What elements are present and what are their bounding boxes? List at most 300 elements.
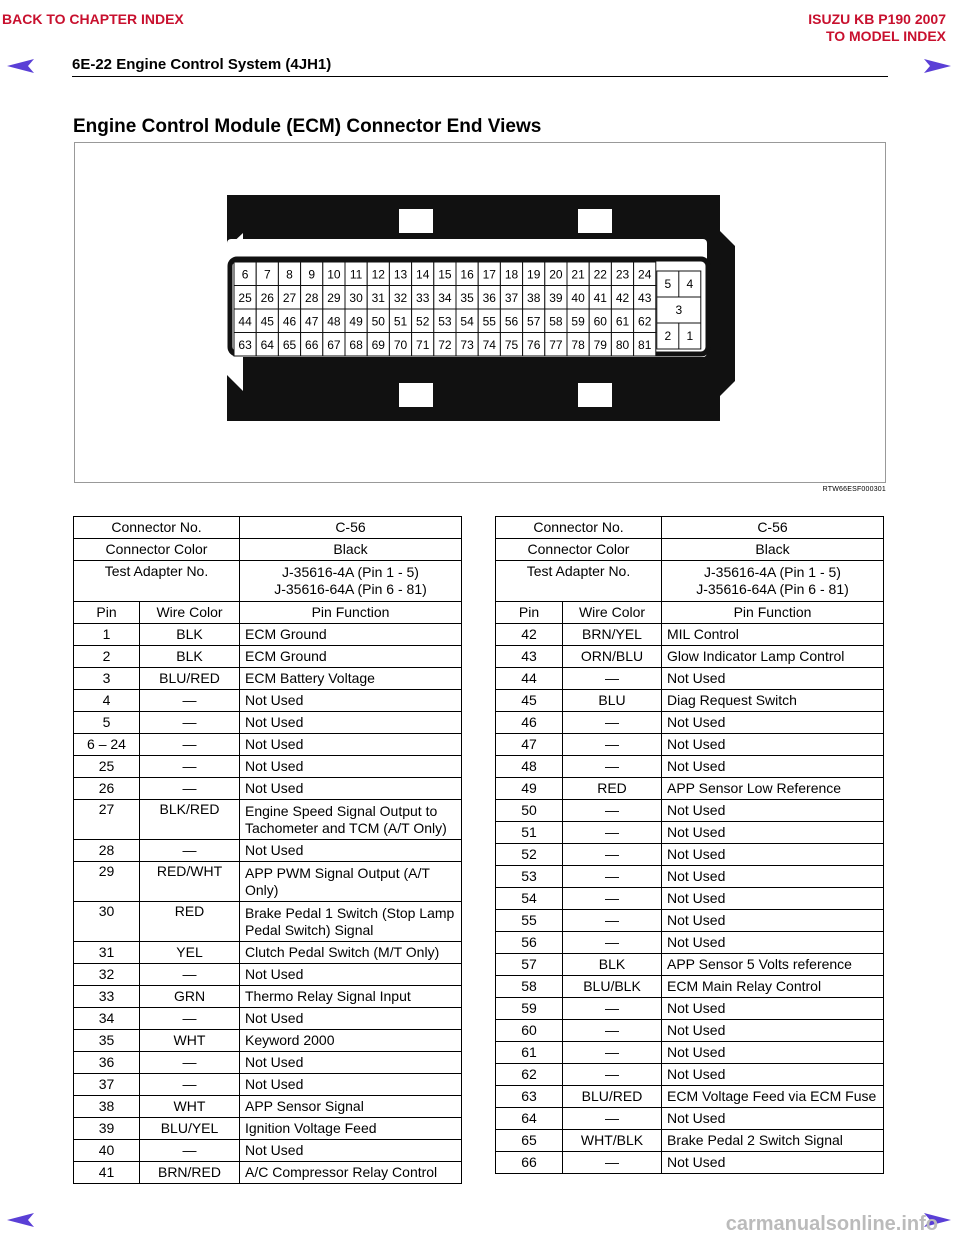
pin-label: 56 xyxy=(504,314,519,329)
pin-label: 31 xyxy=(371,290,385,305)
pin-label: 78 xyxy=(571,337,585,352)
pin-label: 3 xyxy=(675,303,683,317)
pin-number: 59 xyxy=(496,998,563,1020)
pin-number: 47 xyxy=(496,734,563,756)
pin-number: 57 xyxy=(496,954,563,976)
pin-row xyxy=(74,862,462,902)
pin-function: Not Used xyxy=(240,690,462,712)
wire-color: — xyxy=(140,1052,240,1074)
wire-color: — xyxy=(563,800,662,822)
pin-number: 4 xyxy=(74,690,140,712)
pin-label: 51 xyxy=(393,314,408,329)
pin-number: 50 xyxy=(496,800,563,822)
wire-color: BRN/RED xyxy=(140,1162,240,1184)
pin-label: 29 xyxy=(327,290,341,305)
pin-label: 15 xyxy=(438,267,452,282)
pin-row xyxy=(496,1152,884,1174)
pin-label: 28 xyxy=(305,290,319,305)
pin-label: 17 xyxy=(482,267,496,282)
pin-function: ECM Battery Voltage xyxy=(240,668,462,690)
pin-number: 42 xyxy=(496,624,563,646)
pin-label: 37 xyxy=(504,290,519,305)
pin-label: 2 xyxy=(664,329,672,343)
pin-row xyxy=(496,1064,884,1086)
pin-row xyxy=(496,800,884,822)
pin-function: Not Used xyxy=(662,1042,884,1064)
pin-number: 39 xyxy=(74,1118,140,1140)
wire-color: — xyxy=(563,712,662,734)
connector-no-label: Connector No. xyxy=(496,517,662,539)
col-function-header: Pin Function xyxy=(662,602,884,624)
pin-number: 51 xyxy=(496,822,563,844)
pin-function: Not Used xyxy=(662,1108,884,1130)
pin-label: 18 xyxy=(504,267,519,282)
pin-row xyxy=(496,668,884,690)
connector-no-value: C-56 xyxy=(662,517,884,539)
pin-number: 45 xyxy=(496,690,563,712)
pin-row xyxy=(74,800,462,840)
wire-color: BLU/RED xyxy=(563,1086,662,1108)
prev-page-arrow-icon[interactable] xyxy=(6,56,36,76)
pin-number: 36 xyxy=(74,1052,140,1074)
pin-number: 34 xyxy=(74,1008,140,1030)
pin-label: 32 xyxy=(393,290,408,305)
pin-number: 26 xyxy=(74,778,140,800)
pin-label: 43 xyxy=(638,290,652,305)
pin-row xyxy=(74,624,462,646)
pin-label: 62 xyxy=(638,314,652,329)
pin-table-right xyxy=(495,516,884,1174)
pin-label: 6 xyxy=(241,267,249,282)
pin-function: Not Used xyxy=(662,998,884,1020)
pin-row xyxy=(74,668,462,690)
wire-color: BRN/YEL xyxy=(563,624,662,646)
pin-function: Not Used xyxy=(240,840,462,862)
pin-row xyxy=(496,1130,884,1152)
col-wire-header: Wire Color xyxy=(140,602,240,624)
pin-row xyxy=(74,778,462,800)
pin-row xyxy=(496,1086,884,1108)
pin-label: 13 xyxy=(393,267,408,282)
wire-color: — xyxy=(563,844,662,866)
pin-label: 52 xyxy=(416,314,430,329)
pin-row xyxy=(74,646,462,668)
pin-row xyxy=(496,822,884,844)
pin-function: Not Used xyxy=(662,756,884,778)
col-pin-header: Pin xyxy=(496,602,563,624)
wire-color: BLU/YEL xyxy=(140,1118,240,1140)
pin-label: 7 xyxy=(263,267,271,282)
pin-row xyxy=(496,1042,884,1064)
pin-row xyxy=(74,1008,462,1030)
pin-function: Not Used xyxy=(240,756,462,778)
pin-label: 27 xyxy=(282,290,297,305)
wire-color: BLK/RED xyxy=(140,800,240,840)
wire-color: YEL xyxy=(140,942,240,964)
pin-label: 26 xyxy=(260,290,274,305)
pin-row xyxy=(74,1162,462,1184)
wire-color: — xyxy=(563,866,662,888)
connector-no-label: Connector No. xyxy=(74,517,240,539)
pin-number: 35 xyxy=(74,1030,140,1052)
pin-row xyxy=(74,942,462,964)
wire-color: — xyxy=(563,910,662,932)
pin-function: Brake Pedal 1 Switch (Stop Lamp Pedal Switch) Signal xyxy=(240,902,462,942)
pin-label: 19 xyxy=(527,267,541,282)
pin-number: 63 xyxy=(496,1086,563,1108)
pin-number: 60 xyxy=(496,1020,563,1042)
prev-page-arrow-bottom-icon[interactable] xyxy=(6,1210,36,1230)
pin-number: 65 xyxy=(496,1130,563,1152)
pin-label: 41 xyxy=(593,290,607,305)
test-adapter-value xyxy=(240,561,462,602)
pin-row xyxy=(496,866,884,888)
model-line-2: TO MODEL INDEX xyxy=(825,28,946,44)
pin-label: 55 xyxy=(482,314,496,329)
pin-label: 10 xyxy=(327,267,341,282)
pin-label: 75 xyxy=(504,337,519,352)
wire-color: — xyxy=(563,668,662,690)
pin-label: 47 xyxy=(305,314,319,329)
pin-label: 16 xyxy=(460,267,474,282)
pin-function: Brake Pedal 2 Switch Signal xyxy=(662,1130,884,1152)
pin-label: 12 xyxy=(371,267,385,282)
wire-color: BLU/BLK xyxy=(563,976,662,998)
connector-drawing xyxy=(75,143,885,482)
pin-row xyxy=(496,646,884,668)
wire-color: — xyxy=(140,1008,240,1030)
wire-color: — xyxy=(563,932,662,954)
connector-color-value: Black xyxy=(662,539,884,561)
pin-label: 57 xyxy=(527,314,541,329)
wire-color: — xyxy=(140,734,240,756)
pin-function: Clutch Pedal Switch (M/T Only) xyxy=(240,942,462,964)
wire-color: — xyxy=(563,1152,662,1174)
pin-label: 50 xyxy=(371,314,385,329)
pin-row xyxy=(496,1108,884,1130)
pin-function: MIL Control xyxy=(662,624,884,646)
pin-function: Not Used xyxy=(240,1008,462,1030)
pin-label: 38 xyxy=(527,290,541,305)
pin-label: 8 xyxy=(286,267,293,282)
header-rule xyxy=(72,76,888,77)
pin-table-left xyxy=(73,516,462,1184)
pin-function: Ignition Voltage Feed xyxy=(240,1118,462,1140)
pin-row xyxy=(496,624,884,646)
test-adapter-value xyxy=(662,561,884,602)
wire-color: WHT xyxy=(140,1030,240,1052)
pin-number: 30 xyxy=(74,902,140,942)
pin-row xyxy=(74,690,462,712)
pin-label: 77 xyxy=(549,337,563,352)
back-to-chapter-index-link[interactable]: BACK TO CHAPTER INDEX xyxy=(2,11,184,27)
pin-function: Not Used xyxy=(662,800,884,822)
pin-label: 46 xyxy=(282,314,297,329)
pin-function: Not Used xyxy=(662,822,884,844)
pin-row xyxy=(496,998,884,1020)
pin-row xyxy=(74,986,462,1008)
pin-function: Not Used xyxy=(662,866,884,888)
pin-number: 33 xyxy=(74,986,140,1008)
pin-label: 45 xyxy=(260,314,274,329)
pin-function: Diag Request Switch xyxy=(662,690,884,712)
pin-label: 71 xyxy=(416,337,430,352)
pin-function: Glow Indicator Lamp Control xyxy=(662,646,884,668)
wire-color: BLK xyxy=(140,624,240,646)
wire-color: — xyxy=(563,756,662,778)
pin-function: Not Used xyxy=(662,1020,884,1042)
wire-color: GRN xyxy=(140,986,240,1008)
page-header: 6E-22 Engine Control System (4JH1) xyxy=(72,56,332,73)
col-wire-header: Wire Color xyxy=(563,602,662,624)
pin-function: Not Used xyxy=(240,734,462,756)
pin-label: 39 xyxy=(549,290,563,305)
pin-label: 59 xyxy=(571,314,585,329)
pin-function: Keyword 2000 xyxy=(240,1030,462,1052)
pin-label: 67 xyxy=(327,337,341,352)
pin-function: Not Used xyxy=(662,888,884,910)
pin-function: ECM Voltage Feed via ECM Fuse xyxy=(662,1086,884,1108)
pin-function: Engine Speed Signal Output to Tachometer and TCM (A/T Only) xyxy=(240,800,462,840)
wire-color: — xyxy=(140,778,240,800)
pin-function: ECM Ground xyxy=(240,646,462,668)
figure-code: RTW66ESF000301 xyxy=(822,486,886,493)
wire-color: BLK xyxy=(563,954,662,976)
pin-row xyxy=(496,778,884,800)
pin-label: 54 xyxy=(460,314,474,329)
col-function-header: Pin Function xyxy=(240,602,462,624)
next-page-arrow-icon[interactable] xyxy=(922,56,952,76)
pin-row xyxy=(496,910,884,932)
pin-row xyxy=(74,840,462,862)
pin-number: 6 – 24 xyxy=(74,734,140,756)
pin-number: 27 xyxy=(74,800,140,840)
pin-label: 35 xyxy=(460,290,474,305)
pin-label: 68 xyxy=(349,337,363,352)
pin-row xyxy=(74,1074,462,1096)
test-adapter-label: Test Adapter No. xyxy=(74,561,240,602)
wire-color: — xyxy=(140,840,240,862)
pin-row xyxy=(74,1096,462,1118)
pin-function: Not Used xyxy=(662,668,884,690)
pin-label: 79 xyxy=(593,337,607,352)
pin-label: 49 xyxy=(349,314,363,329)
pin-label: 48 xyxy=(327,314,341,329)
pin-number: 38 xyxy=(74,1096,140,1118)
pin-function: Not Used xyxy=(240,1052,462,1074)
pin-row xyxy=(496,932,884,954)
pin-number: 3 xyxy=(74,668,140,690)
pin-label: 36 xyxy=(482,290,496,305)
pin-row xyxy=(74,712,462,734)
model-index-link[interactable] xyxy=(808,11,946,45)
watermark: carmanualsonline.info xyxy=(725,1213,938,1235)
pin-label: 30 xyxy=(349,290,363,305)
pin-label: 80 xyxy=(615,337,630,352)
pin-label: 69 xyxy=(371,337,385,352)
pin-number: 41 xyxy=(74,1162,140,1184)
pin-label: 24 xyxy=(638,267,652,282)
wire-color: RED/WHT xyxy=(140,862,240,902)
pin-function: ECM Main Relay Control xyxy=(662,976,884,998)
pin-label: 5 xyxy=(664,277,672,291)
pin-row xyxy=(496,690,884,712)
pin-label: 23 xyxy=(615,267,630,282)
connector-no-value: C-56 xyxy=(240,517,462,539)
wire-color: ORN/BLU xyxy=(563,646,662,668)
pin-function: Not Used xyxy=(662,1064,884,1086)
wire-color: — xyxy=(140,712,240,734)
model-line-1: ISUZU KB P190 2007 xyxy=(808,11,946,27)
pin-label: 61 xyxy=(615,314,630,329)
pin-number: 66 xyxy=(496,1152,563,1174)
pin-function: APP Sensor 5 Volts reference xyxy=(662,954,884,976)
pin-row xyxy=(74,964,462,986)
pin-number: 1 xyxy=(74,624,140,646)
connector-figure xyxy=(74,142,886,483)
pin-number: 31 xyxy=(74,942,140,964)
pin-number: 5 xyxy=(74,712,140,734)
pin-label: 21 xyxy=(571,267,585,282)
wire-color: — xyxy=(140,1074,240,1096)
pin-label: 53 xyxy=(438,314,452,329)
wire-color: — xyxy=(563,998,662,1020)
pin-label: 73 xyxy=(460,337,474,352)
wire-color: — xyxy=(140,1140,240,1162)
test-adapter-value-1: J-35616-4A (Pin 1 - 5) xyxy=(704,564,841,580)
pin-label: 66 xyxy=(305,337,319,352)
pin-row xyxy=(496,976,884,998)
wire-color: BLU/RED xyxy=(140,668,240,690)
pin-label: 4 xyxy=(686,277,694,291)
wire-color: RED xyxy=(140,902,240,942)
section-title: Engine Control Module (ECM) Connector End Views xyxy=(73,116,542,137)
wire-color: — xyxy=(563,1020,662,1042)
test-adapter-value-2: J-35616-64A (Pin 6 - 81) xyxy=(274,581,427,597)
connector-color-label: Connector Color xyxy=(496,539,662,561)
pin-function: Not Used xyxy=(662,712,884,734)
pin-label: 70 xyxy=(393,337,408,352)
pin-number: 53 xyxy=(496,866,563,888)
pin-number: 48 xyxy=(496,756,563,778)
pin-label: 81 xyxy=(638,337,652,352)
pin-label: 11 xyxy=(349,267,363,282)
pin-function: Not Used xyxy=(662,910,884,932)
pin-function: Not Used xyxy=(240,712,462,734)
pin-row xyxy=(496,844,884,866)
pin-label: 1 xyxy=(686,329,694,343)
pin-number: 37 xyxy=(74,1074,140,1096)
pin-label: 63 xyxy=(238,337,252,352)
pin-number: 58 xyxy=(496,976,563,998)
pin-number: 62 xyxy=(496,1064,563,1086)
wire-color: BLK xyxy=(140,646,240,668)
wire-color: — xyxy=(563,734,662,756)
pin-number: 32 xyxy=(74,964,140,986)
wire-color: BLU xyxy=(563,690,662,712)
pin-label: 42 xyxy=(615,290,630,305)
pin-function: Not Used xyxy=(662,1152,884,1174)
pin-number: 55 xyxy=(496,910,563,932)
pin-function: Not Used xyxy=(662,844,884,866)
wire-color: — xyxy=(140,964,240,986)
pin-function: Not Used xyxy=(662,932,884,954)
col-pin-header: Pin xyxy=(74,602,140,624)
pin-number: 49 xyxy=(496,778,563,800)
pin-label: 9 xyxy=(308,267,316,282)
wire-color: — xyxy=(563,1042,662,1064)
pin-label: 40 xyxy=(571,290,585,305)
pin-label: 60 xyxy=(593,314,607,329)
pin-number: 61 xyxy=(496,1042,563,1064)
pin-label: 64 xyxy=(260,337,274,352)
pin-number: 29 xyxy=(74,862,140,902)
pin-number: 2 xyxy=(74,646,140,668)
test-adapter-label: Test Adapter No. xyxy=(496,561,662,602)
pin-function: Not Used xyxy=(662,734,884,756)
pin-label: 33 xyxy=(416,290,430,305)
pin-label: 74 xyxy=(482,337,496,352)
wire-color: — xyxy=(563,822,662,844)
wire-color: — xyxy=(140,756,240,778)
pin-number: 44 xyxy=(496,668,563,690)
pin-number: 40 xyxy=(74,1140,140,1162)
pin-row xyxy=(496,756,884,778)
pin-row xyxy=(74,1030,462,1052)
pin-label: 25 xyxy=(238,290,252,305)
pin-function: Thermo Relay Signal Input xyxy=(240,986,462,1008)
pin-row xyxy=(496,712,884,734)
pin-row xyxy=(74,1140,462,1162)
pin-row xyxy=(496,1020,884,1042)
pin-row xyxy=(74,1118,462,1140)
pin-number: 28 xyxy=(74,840,140,862)
pin-row xyxy=(496,734,884,756)
connector-color-label: Connector Color xyxy=(74,539,240,561)
pin-row xyxy=(496,954,884,976)
pin-number: 46 xyxy=(496,712,563,734)
pin-number: 64 xyxy=(496,1108,563,1130)
pin-function: ECM Ground xyxy=(240,624,462,646)
pin-function: APP Sensor Low Reference xyxy=(662,778,884,800)
pin-label: 44 xyxy=(238,314,252,329)
test-adapter-value-1: J-35616-4A (Pin 1 - 5) xyxy=(282,564,419,580)
pin-function: APP Sensor Signal xyxy=(240,1096,462,1118)
pin-row xyxy=(74,756,462,778)
wire-color: — xyxy=(140,690,240,712)
pin-number: 25 xyxy=(74,756,140,778)
pin-function: Not Used xyxy=(240,1140,462,1162)
wire-color: WHT/BLK xyxy=(563,1130,662,1152)
pin-label: 58 xyxy=(549,314,563,329)
pin-row xyxy=(496,888,884,910)
pin-label: 72 xyxy=(438,337,452,352)
pin-label: 14 xyxy=(416,267,430,282)
pin-label: 22 xyxy=(593,267,607,282)
pin-function: Not Used xyxy=(240,964,462,986)
pin-row xyxy=(74,1052,462,1074)
connector-color-value: Black xyxy=(240,539,462,561)
pin-row xyxy=(74,734,462,756)
pin-number: 43 xyxy=(496,646,563,668)
wire-color: — xyxy=(563,888,662,910)
pin-number: 56 xyxy=(496,932,563,954)
wire-color: RED xyxy=(563,778,662,800)
pin-label: 76 xyxy=(527,337,541,352)
pin-number: 52 xyxy=(496,844,563,866)
pin-label: 65 xyxy=(282,337,297,352)
pin-number: 54 xyxy=(496,888,563,910)
